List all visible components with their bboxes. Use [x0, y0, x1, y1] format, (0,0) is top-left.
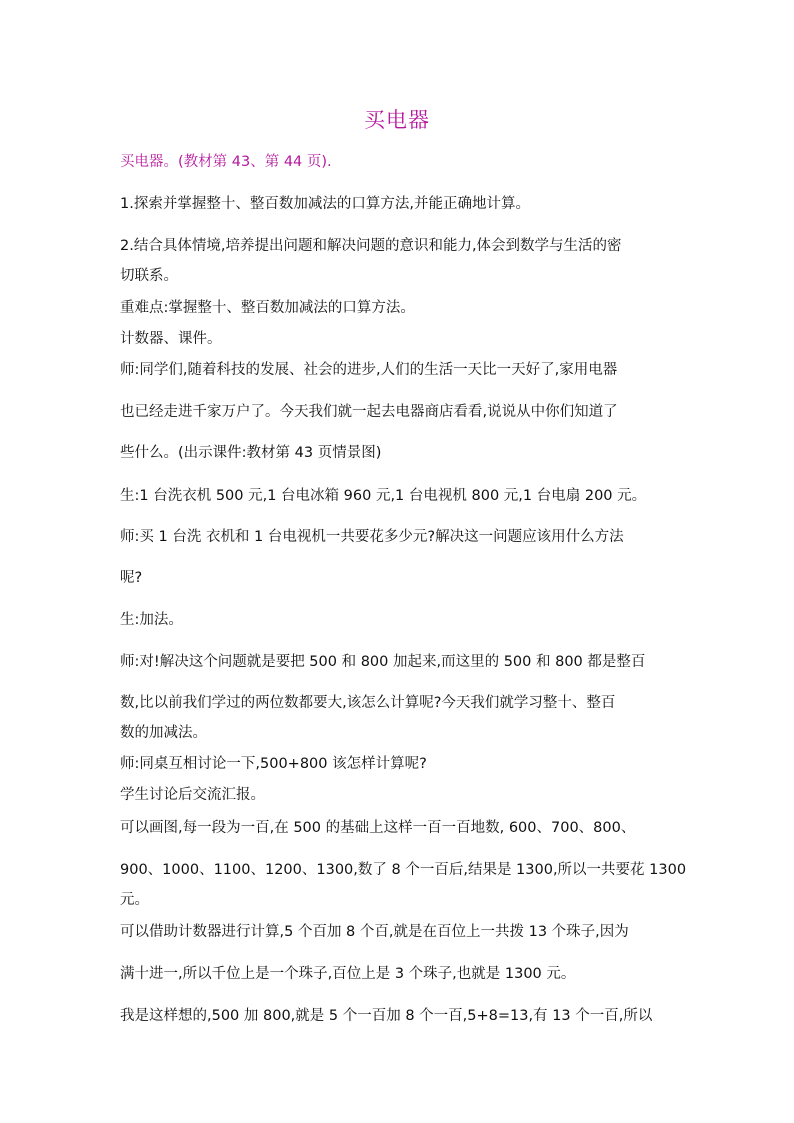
paragraph-line: 切联系。 [120, 268, 178, 284]
paragraph-line: 900、1000、1100、1200、1300,数了 8 个一百后,结果是 1300,所以一共要花 1300 [120, 862, 687, 878]
paragraph-line: 师:同学们,随着科技的发展、社会的进步,人们的生活一天比一天好了,家用电器 [120, 362, 618, 378]
paragraph-line: 生:加法。 [120, 612, 183, 628]
paragraph-line: 我是这样想的,500 加 800,就是 5 个一百加 8 个一百,5+8=13,有 13 个一百,所以 [120, 1008, 653, 1024]
paragraph-line: 2.结合具体情境,培养提出问题和解决问题的意识和能力,体会到数学与生活的密 [120, 238, 622, 254]
paragraph-line: 重难点:掌握整十、整百数加减法的口算方法。 [120, 300, 415, 316]
paragraph-line: 数,比以前我们学过的两位数都要大,该怎么计算呢?今天我们就学习整十、整百 [120, 695, 616, 711]
document-subtitle: 买电器。(教材第 43、第 44 页). [120, 154, 332, 170]
document-title: 买电器 [364, 108, 430, 132]
paragraph-line: 师:买 1 台洗 衣机和 1 台电视机一共要花多少元?解决这一问题应该用什么方法 [120, 529, 624, 545]
paragraph-line: 数的加减法。 [120, 725, 207, 741]
paragraph-line: 1.探索并掌握整十、整百数加减法的口算方法,并能正确地计算。 [120, 196, 530, 212]
paragraph-line: 呢? [120, 570, 143, 586]
paragraph-line: 也已经走进千家万户了。今天我们就一起去电器商店看看,说说从中你们知道了 [120, 404, 618, 420]
paragraph-line: 计数器、课件。 [120, 331, 222, 347]
paragraph-line: 可以画图,每一段为一百,在 500 的基础上这样一百一百地数, 600、700、800、 [120, 820, 636, 836]
paragraph-line: 师:对!解决这个问题就是要把 500 和 800 加起来,而这里的 500 和 800 都是整百 [120, 654, 646, 670]
paragraph-line: 可以借助计数器进行计算,5 个百加 8 个百,就是在百位上一共拨 13 个珠子,因为 [120, 924, 629, 940]
paragraph-line: 满十进一,所以千位上是一个珠子,百位上是 3 个珠子,也就是 1300 元。 [120, 966, 576, 982]
paragraph-line: 些什么。(出示课件:教材第 43 页情景图) [120, 445, 382, 461]
paragraph-line: 元。 [120, 892, 149, 908]
paragraph-line: 学生讨论后交流汇报。 [120, 787, 265, 803]
paragraph-line: 师:同桌互相讨论一下,500+800 该怎样计算呢? [120, 756, 427, 772]
paragraph-line: 生:1 台洗衣机 500 元,1 台电冰箱 960 元,1 台电视机 800 元,1 台电扇 200 元。 [120, 488, 647, 504]
